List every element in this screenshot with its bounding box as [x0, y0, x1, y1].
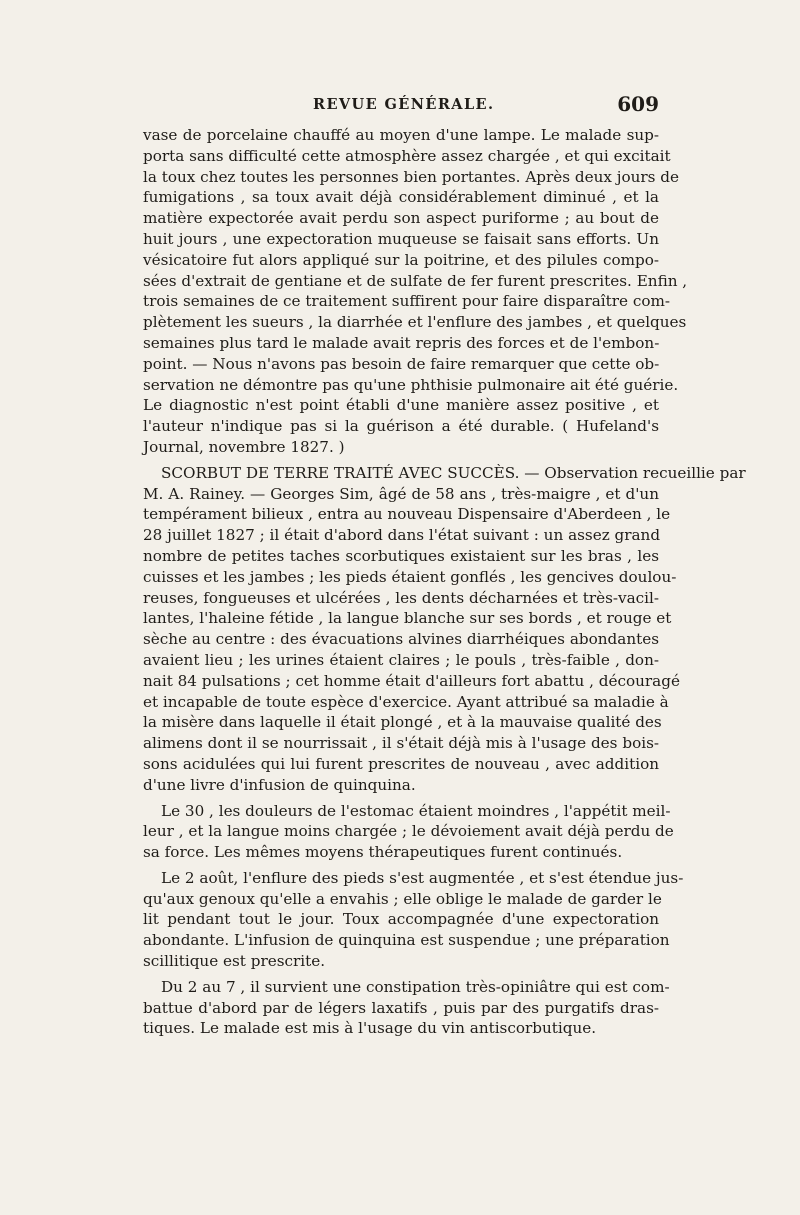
text-line: lantes, l'haleine fétide , la langue blanche sur ses bords , et rouge et [143, 609, 672, 628]
text-line: tempérament bilieux , entra au nouveau Dispensaire d'Aberdeen , le [143, 505, 671, 524]
text-line: sa force. Les mêmes moyens thérapeutiques furent continués. [143, 843, 623, 862]
body-text [143, 125, 746, 1039]
text-line: Journal, novembre 1827. ) [143, 437, 345, 456]
text-line: huit jours , une expectoration muqueuse se faisait sans efforts. Un [143, 229, 659, 248]
text-line: vase de porcelaine chauffé au moyen d'une lampe. Le malade sup- [143, 126, 659, 144]
text-line: et incapable de toute espèce d'exercice. Ayant attribué sa maladie à [143, 692, 669, 711]
text-line: Le diagnostic n'est point établi d'une manière assez positive , et [143, 396, 659, 415]
text-line: leur , et la langue moins chargée ; le dévoiement avait déjà perdu de [143, 822, 674, 841]
text-line: sons acidulées qui lui furent prescrites de nouveau , avec addition [143, 754, 659, 773]
text-line: vésicatoire fut alors appliqué sur la poitrine, et des pilules compo- [143, 250, 659, 269]
paragraph-scorbut-observation [143, 463, 746, 796]
text-line: trois semaines de ce traitement suffirent pour faire disparaître com- [143, 292, 671, 311]
text-line: Le 2 août, l'enflure des pieds s'est augmentée , et s'est étendue jus- [161, 868, 684, 887]
text-line: Du 2 au 7 , il survient une constipation très-opiniâtre qui est com- [161, 977, 670, 996]
text-line: fumigations , sa toux avait déjà considérablement diminué , et la [143, 188, 659, 207]
paragraph-phthisis-continuation [143, 125, 688, 458]
text-line: l'auteur n'indique pas si la guérison a été durable. ( Hufeland's [143, 417, 659, 436]
text-line: point. — Nous n'avons pas besoin de faire remarquer que cette ob- [143, 354, 660, 373]
text-line: sées d'extrait de gentiane et de sulfate de fer furent prescrites. Enfin , [143, 271, 688, 290]
paragraph-august-2 [143, 868, 684, 972]
text-line: matière expectorée avait perdu son aspect puriforme ; au bout de [143, 209, 659, 228]
running-head [143, 92, 659, 122]
page-number: 609 [617, 92, 659, 116]
text-line: alimens dont il se nourrissait , il s'était déjà mis à l'usage des bois- [143, 734, 659, 753]
text-line: la toux chez toutes les personnes bien portantes. Après deux jours de [143, 167, 680, 186]
text-line: nait 84 pulsations ; cet homme était d'ailleurs fort abattu , découragé [143, 671, 680, 690]
text-line: d'une livre d'infusion de quinquina. [143, 775, 416, 794]
text-line: lit pendant tout le jour. Toux accompagnée d'une expectoration [143, 910, 659, 929]
paragraph-day-30 [143, 801, 674, 863]
text-line: abondante. L'infusion de quinquina est suspendue ; une préparation [143, 931, 670, 950]
text-line: nombre de petites taches scorbutiques existaient sur les bras , les [143, 546, 659, 565]
text-line: avaient lieu ; les urines étaient claires ; le pouls , très-faible , don- [143, 650, 659, 669]
text-line: la misère dans laquelle il était plongé , et à la mauvaise qualité des [143, 713, 662, 732]
text-line: plètement les sueurs , la diarrhée et l'enflure des jambes , et quelques [143, 313, 687, 332]
text-line: qu'aux genoux qu'elle a envahis ; elle oblige le malade de garder le [143, 889, 662, 908]
text-line: M. A. Rainey. — Georges Sim, âgé de 58 ans , très-maigre , et d'un [143, 484, 659, 503]
text-line: semaines plus tard le malade avait repris des forces et de l'embon- [143, 333, 660, 352]
text-line: sèche au centre : des évacuations alvines diarrhéiques abondantes [143, 630, 659, 649]
section-heading-line: SCORBUT DE TERRE TRAITÉ AVEC SUCCÈS. — Observation recueillie par [161, 463, 746, 482]
text-line: reuses, fongueuses et ulcérées , les dents décharnées et très-vacil- [143, 588, 659, 607]
text-line: scillitique est prescrite. [143, 952, 326, 971]
text-line: cuisses et les jambes ; les pieds étaient gonflés , les gencives doulou- [143, 567, 677, 586]
text-line: battue d'abord par de légers laxatifs , puis par des purgatifs dras- [143, 998, 659, 1017]
paragraph-august-2-to-7 [143, 977, 670, 1039]
text-line: 28 juillet 1827 ; il était d'abord dans l'état suivant : un assez grand [143, 526, 661, 545]
text-line: servation ne démontre pas qu'une phthisie pulmonaire ait été guérie. [143, 375, 679, 394]
running-title: REVUE GÉNÉRALE. [313, 96, 495, 113]
text-line: porta sans difficulté cette atmosphère assez chargée , et qui excitait [143, 146, 671, 165]
text-line: Le 30 , les douleurs de l'estomac étaient moindres , l'appétit meil- [161, 801, 671, 820]
text-line: tiques. Le malade est mis à l'usage du vin antiscorbutique. [143, 1019, 597, 1038]
